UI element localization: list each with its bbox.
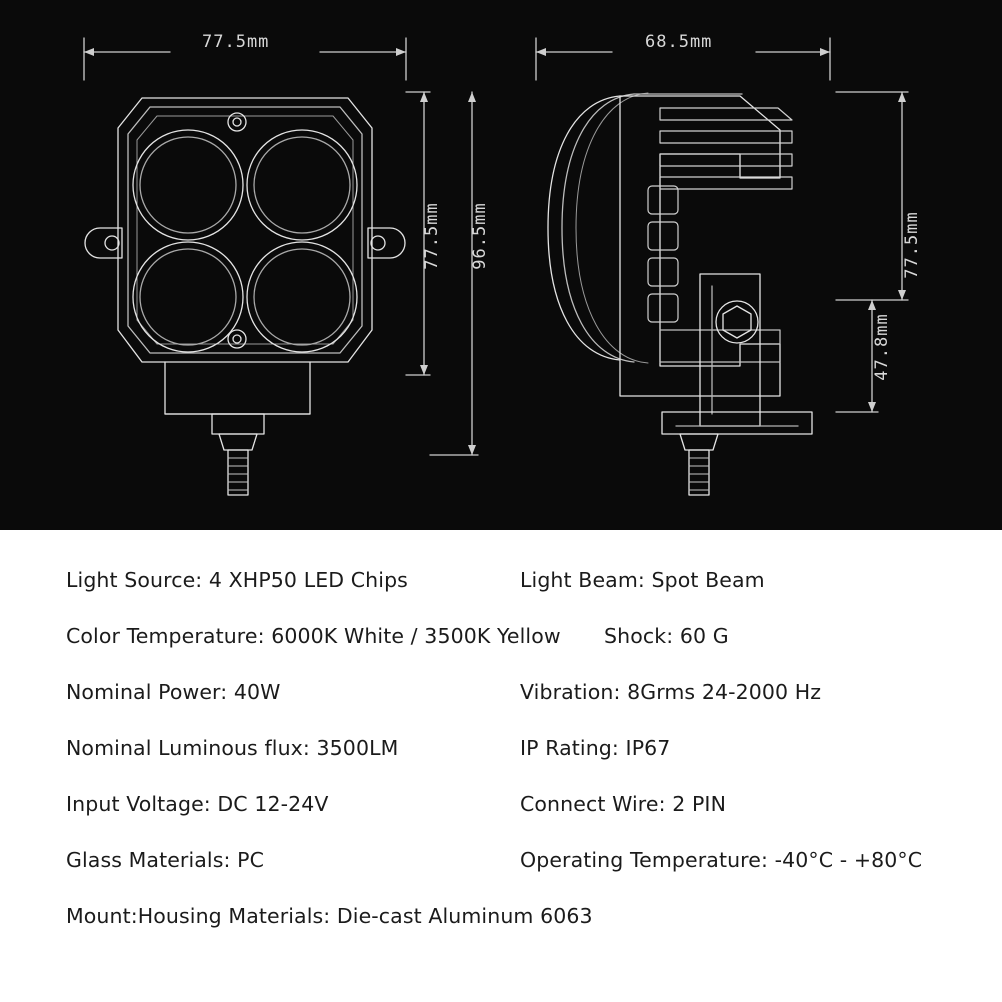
spec-light-beam: Light Beam: Spot Beam [520,568,765,592]
front-stud [228,450,248,495]
spec-ip-rating: IP Rating: IP67 [520,736,671,760]
heat-sink-fins [660,108,792,189]
front-bracket [165,362,310,414]
front-bracket-base [212,414,264,434]
screw-bottom [228,330,246,348]
spec-operating-temperature: Operating Temperature: -40°C - +80°C [520,848,923,872]
specification-panel [0,530,1002,1002]
spec-shock: Shock: 60 G [604,624,729,648]
side-vent-slots [648,186,678,322]
side-bracket-base [662,412,812,434]
side-body-height-dimension [836,92,908,300]
spec-mount-housing-materials: Mount:Housing Materials: Die-cast Aluminum 6063 [66,904,593,928]
dimension-label-side-width: 68.5mm [645,32,713,52]
side-lens-front [548,96,620,360]
pivot-bolt-hex [723,306,751,338]
spec-luminous-flux: Nominal Luminous flux: 3500LM [66,736,399,760]
dimension-label-front-total-height: 96.5mm [470,202,490,270]
spec-light-source: Light Source: 4 XHP50 LED Chips [66,568,408,592]
spec-glass-materials: Glass Materials: PC [66,848,264,872]
front-nut [219,434,257,450]
spec-connect-wire: Connect Wire: 2 PIN [520,792,727,816]
spec-row [0,624,1002,680]
lens-top-right [247,130,357,240]
lens-bottom-left [133,242,243,352]
spec-vibration: Vibration: 8Grms 24-2000 Hz [520,680,822,704]
mount-boss-right [368,228,405,258]
spec-row [0,736,1002,792]
spec-color-temperature: Color Temperature: 6000K White / 3500K Yellow [66,624,561,648]
side-stud [689,450,709,495]
spec-input-voltage: Input Voltage: DC 12-24V [66,792,329,816]
dimension-label-front-body-height: 77.5mm [422,202,442,270]
spec-nominal-power: Nominal Power: 40W [66,680,281,704]
spec-row [0,848,1002,904]
dimension-label-front-width: 77.5mm [202,32,270,52]
spec-row [0,680,1002,736]
mount-boss-left [85,228,122,258]
spec-row [0,792,1002,848]
spec-row [0,904,1002,960]
dimension-label-side-lower-height: 47.8mm [872,313,892,381]
side-bracket-arm [700,274,760,426]
lens-bottom-right [247,242,357,352]
lens-top-left [133,130,243,240]
pivot-bolt-outer [716,301,758,343]
spec-row [0,568,1002,624]
dimension-label-side-body-height: 77.5mm [902,211,922,279]
side-nut [680,434,718,450]
